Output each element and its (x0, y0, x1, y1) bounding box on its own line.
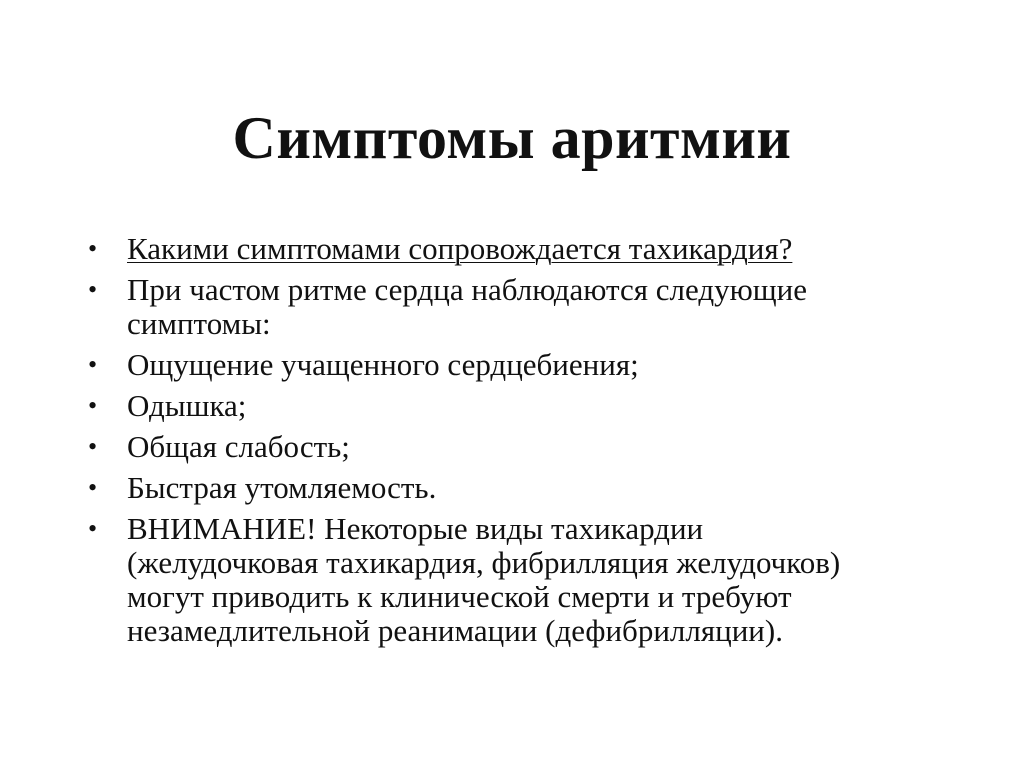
bullet-icon: • (88, 514, 98, 543)
slide-title: Симптомы аритмии (232, 105, 792, 171)
bullet-text: При частом ритме сердца наблюдаются следующие (127, 272, 807, 307)
bullet-item-weakness (88, 430, 968, 464)
bullet-icon: • (88, 275, 98, 304)
bullet-text: Быстрая утомляемость. (127, 470, 437, 505)
bullet-item-question (88, 232, 968, 266)
bullet-text: незамедлительной реанимации (дефибрилляции). (127, 613, 783, 648)
bullet-text: Одышка; (127, 388, 247, 423)
bullet-item-dyspnea (88, 389, 968, 423)
bullet-icon: • (88, 234, 98, 263)
bullet-text: ВНИМАНИЕ! Некоторые виды тахикардии (127, 511, 704, 546)
bullet-icon: • (88, 432, 98, 461)
bullet-icon: • (88, 350, 98, 379)
bullet-item-fatigue (88, 471, 968, 505)
bullet-text: могут приводить к клинической смерти и требуют (127, 579, 792, 614)
bullet-text: Общая слабость; (127, 429, 350, 464)
bullet-text: (желудочковая тахикардия, фибрилляция желудочков) (127, 545, 841, 580)
bullet-text: Какими симптомами сопровождается тахикардия? (127, 231, 793, 266)
bullet-icon: • (88, 473, 98, 502)
bullet-list (88, 232, 968, 655)
bullet-item-palpitations (88, 348, 968, 382)
bullet-text: Ощущение учащенного сердцебиения; (127, 347, 639, 382)
bullet-item-warning (88, 512, 968, 648)
bullet-icon: • (88, 391, 98, 420)
bullet-text: симптомы: (127, 306, 271, 341)
bullet-item-intro (88, 273, 968, 341)
